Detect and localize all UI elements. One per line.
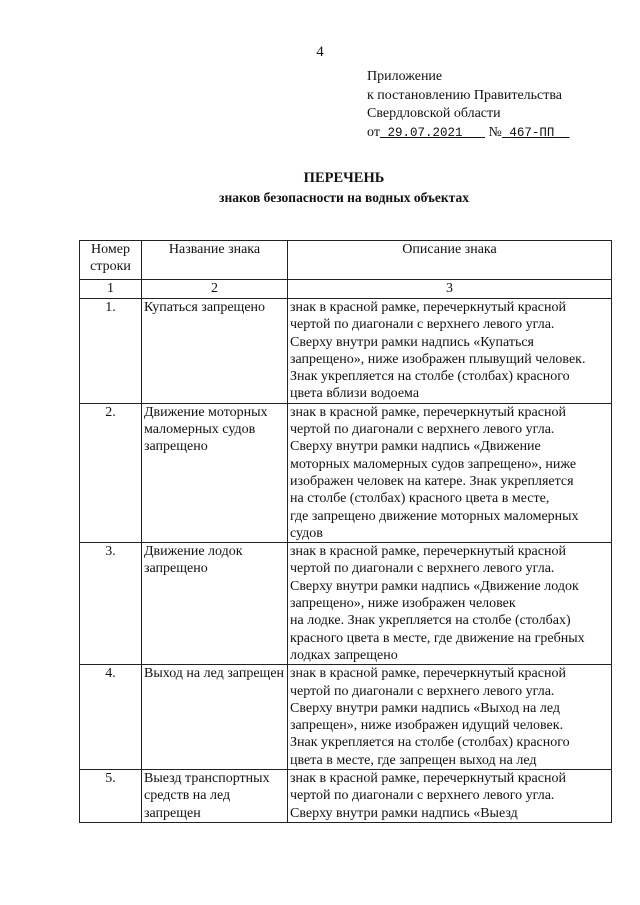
description-line: на лодке. Знак укрепляется на столбе (столбах)	[290, 613, 571, 629]
row-number: 1.	[80, 299, 142, 404]
description-line: чертой по диагонали с верхнего левого угла.	[290, 561, 555, 577]
table-row	[80, 403, 612, 542]
description-line: знак в красной рамке, перечеркнутый красной	[290, 666, 566, 682]
description-line: знак в красной рамке, перечеркнутый красной	[290, 300, 566, 315]
description-line: чертой по диагонали с верхнего левого угла.	[290, 317, 555, 333]
header-sign-description: Описание знака	[288, 241, 612, 280]
row-number: 3.	[80, 543, 142, 665]
row-number: 2.	[80, 403, 142, 542]
description-line: запрещен», ниже изображен идущий человек.	[290, 718, 564, 734]
from-label: от	[367, 124, 380, 140]
page-number: 4	[316, 44, 324, 60]
decree-number-value: 467-ПП	[509, 125, 555, 140]
description-line: чертой по диагонали с верхнего левого угла.	[290, 422, 555, 438]
sign-name: Движение лодок запрещено	[142, 543, 288, 665]
description-line: знак в красной рамке, перечеркнутый красной	[290, 404, 566, 420]
description-line: знак в красной рамке, перечеркнутый красной	[290, 771, 566, 787]
appendix-region-line: Свердловской области	[367, 106, 501, 121]
column-number: 3	[288, 280, 612, 299]
appendix-block	[367, 68, 569, 142]
description-line: моторных маломерных судов запрещено», ниже	[290, 456, 577, 472]
sign-description	[288, 403, 612, 542]
table-row	[80, 543, 612, 665]
description-line: на столбе (столбах) красного цвета в месте,	[290, 491, 550, 507]
description-line: Знак укрепляется на столбе (столбах) красного	[290, 369, 570, 385]
row-number: 5.	[80, 770, 142, 823]
description-line: Сверху внутри рамки надпись «Движение	[290, 439, 541, 455]
description-line: судов	[290, 525, 323, 541]
description-line: Сверху внутри рамки надпись «Купаться	[290, 334, 534, 350]
sign-name: Купаться запрещено	[142, 299, 288, 404]
decree-date-value: 29.07.2021	[387, 125, 463, 140]
sign-description	[288, 665, 612, 770]
sign-name: Движение моторных маломерных судов запрещено	[142, 403, 288, 542]
sign-description	[288, 770, 612, 823]
description-line: лодках запрещено	[290, 647, 398, 663]
description-line: чертой по диагонали с верхнего левого угла.	[290, 683, 555, 699]
signs-table	[79, 240, 612, 823]
description-line: чертой по диагонали с верхнего левого угла.	[290, 788, 555, 804]
decree-date	[380, 126, 485, 140]
description-line: запрещено», ниже изображен плывущий человек.	[290, 351, 586, 367]
description-line: где запрещено движение моторных маломерных	[290, 508, 579, 524]
column-number: 2	[142, 280, 288, 299]
document-title: ПЕРЕЧЕНЬ	[303, 170, 385, 186]
document-subtitle: знаков безопасности на водных объектах	[219, 190, 469, 205]
header-sign-name: Название знака	[142, 241, 288, 280]
header-row-number: Номер строки	[80, 241, 142, 280]
row-number: 4.	[80, 665, 142, 770]
column-number: 1	[80, 280, 142, 299]
table-row	[80, 665, 612, 770]
decree-number	[502, 126, 570, 140]
appendix-decree-line: к постановлению Правительства	[367, 87, 563, 103]
description-line: изображен человек на катере. Знак укрепляется	[290, 473, 574, 489]
description-line: Сверху внутри рамки надпись «Движение лодок	[290, 578, 579, 594]
number-label: №	[488, 124, 502, 140]
description-line: Сверху внутри рамки надпись «Выезд	[290, 805, 518, 821]
description-line: знак в красной рамке, перечеркнутый красной	[290, 544, 566, 560]
appendix-date-line	[367, 124, 569, 143]
table-row	[80, 770, 612, 823]
description-line: Знак укрепляется на столбе (столбах) красного	[290, 735, 570, 751]
appendix-title: Приложение	[367, 69, 443, 84]
description-line: красного цвета в месте, где движение на гребных	[290, 630, 585, 646]
sign-description	[288, 543, 612, 665]
sign-name: Выход на лед запрещен	[142, 665, 288, 770]
table-row	[80, 299, 612, 404]
sign-name: Выезд транспортных средств на лед запрещен	[142, 770, 288, 823]
description-line: цвета вблизи водоема	[290, 386, 420, 402]
column-numbers-row	[80, 280, 612, 299]
description-line: цвета в месте, где запрещен выход на лед	[290, 752, 537, 768]
description-line: запрещено», ниже изображен человек	[290, 596, 516, 612]
sign-description	[288, 299, 612, 404]
description-line: Сверху внутри рамки надпись «Выход на лед	[290, 700, 560, 716]
table-header-row	[80, 241, 612, 280]
